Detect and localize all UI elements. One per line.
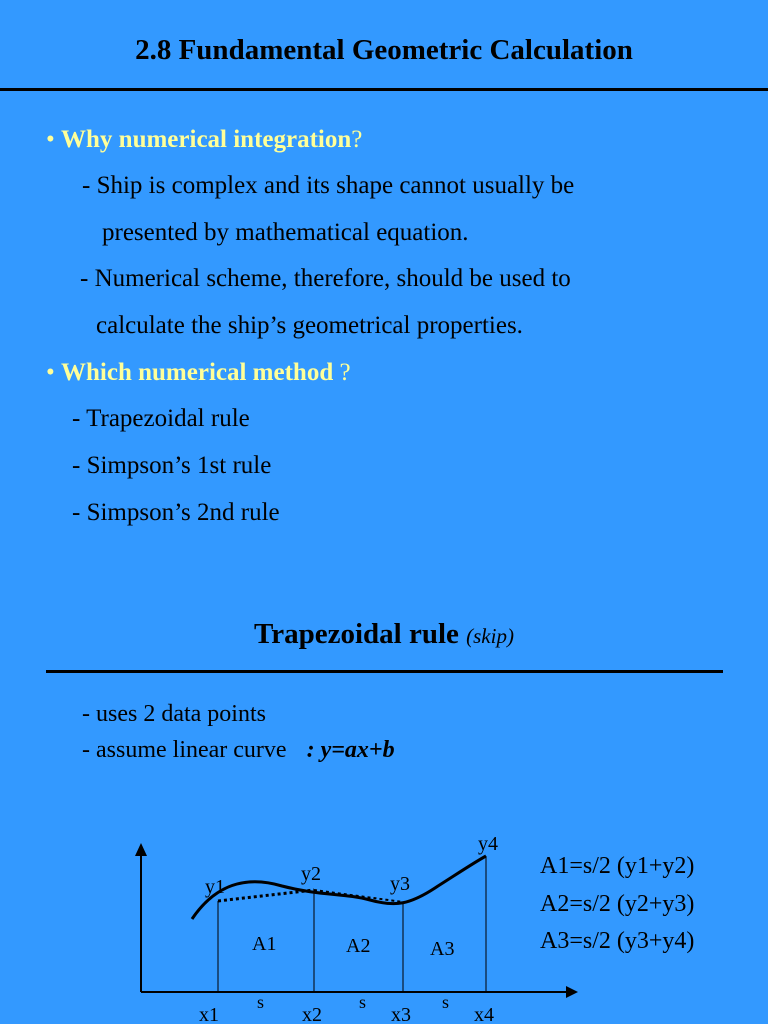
bullet-why-mark: ? bbox=[351, 126, 363, 153]
x-label: x1 bbox=[199, 1004, 219, 1024]
y-label: y4 bbox=[478, 833, 498, 855]
bullet-which-text: Which numerical method bbox=[61, 359, 334, 386]
reason-line-1a: - Ship is complex and its shape cannot usually be bbox=[82, 172, 575, 199]
trapezoid-heading-text: Trapezoidal rule bbox=[254, 618, 459, 650]
area-label: A1 bbox=[252, 933, 277, 955]
x-label: x4 bbox=[474, 1004, 494, 1024]
spacing-label: s bbox=[442, 992, 450, 1012]
area-formula: A3=s/2 (y3+y4) bbox=[540, 928, 695, 954]
reason-line-1b: presented by mathematical equation. bbox=[102, 219, 469, 246]
trapezoid-chord bbox=[218, 890, 314, 901]
spacing-label: s bbox=[359, 992, 367, 1012]
method-item: - Simpson’s 2nd rule bbox=[72, 499, 280, 526]
reason-line-2b: calculate the ship’s geometrical properties. bbox=[96, 312, 523, 339]
x-label: x3 bbox=[391, 1004, 411, 1024]
x-axis-arrow-icon bbox=[566, 986, 578, 998]
bullet-why-text: Why numerical integration bbox=[61, 126, 352, 153]
bullet-which-mark: ? bbox=[339, 359, 351, 386]
point-data: - uses 2 data points bbox=[82, 701, 266, 727]
page-title: 2.8 Fundamental Geometric Calculation bbox=[135, 34, 633, 66]
skip-note: (skip) bbox=[466, 624, 514, 648]
y-axis-arrow-icon bbox=[135, 843, 147, 856]
y-label: y3 bbox=[390, 873, 410, 895]
point-linear-text: - assume linear curve bbox=[82, 737, 287, 763]
area-label: A3 bbox=[430, 938, 455, 960]
linear-equation: : y=ax+b bbox=[306, 737, 395, 763]
y-label: y2 bbox=[301, 863, 321, 885]
method-item: - Trapezoidal rule bbox=[72, 405, 250, 432]
x-label: x2 bbox=[302, 1004, 322, 1024]
area-formula: A2=s/2 (y2+y3) bbox=[540, 891, 695, 917]
y-label: y1 bbox=[205, 876, 225, 898]
spacing-label: s bbox=[257, 992, 265, 1012]
bullet-dot-icon: • bbox=[46, 126, 55, 153]
area-label: A2 bbox=[346, 935, 371, 957]
function-curve bbox=[192, 856, 486, 919]
method-item: - Simpson’s 1st rule bbox=[72, 452, 272, 479]
reason-line-2a: - Numerical scheme, therefore, should be used to bbox=[80, 265, 571, 292]
area-formula: A1=s/2 (y1+y2) bbox=[540, 853, 695, 879]
bullet-dot-icon: • bbox=[46, 359, 55, 386]
